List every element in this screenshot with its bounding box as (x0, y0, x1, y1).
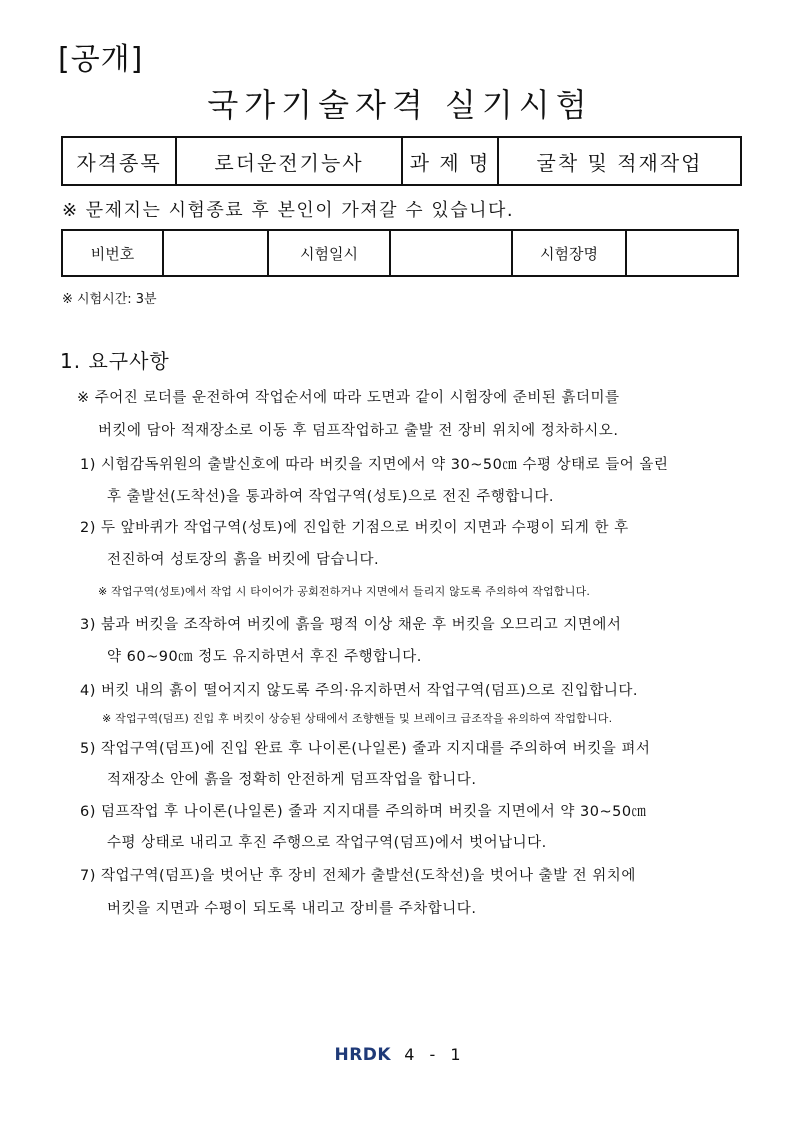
requirement-item: 5) 작업구역(덤프)에 진입 완료 후 나이론(나일론) 줄과 지지대를 주의하여 버킷을 펴서 (80, 741, 651, 757)
page-number: 4 - 1 (404, 1045, 466, 1064)
requirement-intro: 버킷에 담아 적재장소로 이동 후 덤프작업하고 출발 전 장비 위치에 정차하시오. (98, 423, 619, 439)
hrdk-logo: HRDK (334, 1044, 392, 1065)
caution-note: ※ 작업구역(성토)에서 작업 시 타이어가 공회전하거나 지면에서 들리지 않도록 주의하여 작업합니다. (98, 585, 591, 598)
requirement-item: 후 출발선(도착선)을 통과하여 작업구역(성토)으로 전진 주행합니다. (107, 489, 554, 505)
candidate-info-table (61, 229, 739, 277)
exam-date-label: 시험일시 (268, 230, 390, 276)
qualification-label: 자격종목 (62, 137, 176, 185)
requirement-item: 4) 버킷 내의 흙이 떨어지지 않도록 주의·유지하면서 작업구역(덤프)으로 진입합니다. (80, 683, 639, 699)
exam-date-field (390, 230, 512, 276)
task-label: 과 제 명 (402, 137, 498, 185)
public-tag: [공개] (58, 42, 144, 77)
requirement-item: 3) 붐과 버킷을 조작하여 버킷에 흙을 평적 이상 채운 후 버킷을 오므리고 지면에서 (80, 617, 622, 633)
exam-site-label: 시험장명 (512, 230, 626, 276)
requirement-item: 7) 작업구역(덤프)을 벗어난 후 장비 전체가 출발선(도착선)을 벗어나 출발 전 위치에 (80, 868, 636, 884)
requirement-item: 전진하여 성토장의 흙을 버킷에 담습니다. (107, 552, 380, 568)
secret-number-label: 비번호 (62, 230, 163, 276)
page-title: 국가기술자격 실기시험 (207, 86, 593, 124)
qualification-value: 로더운전기능사 (176, 137, 402, 185)
exam-site-field (626, 230, 738, 276)
exam-time-note: ※ 시험시간: 3분 (62, 292, 157, 307)
exam-info-table (61, 136, 742, 186)
requirement-intro: ※ 주어진 로더를 운전하여 작업순서에 따라 도면과 같이 시험장에 준비된 흙더미를 (77, 390, 620, 406)
section-heading: 1. 요구사항 (60, 349, 170, 373)
requirement-item: 수평 상태로 내리고 후진 주행으로 작업구역(덤프)에서 벗어납니다. (107, 835, 547, 851)
page-footer (0, 1044, 800, 1065)
requirement-item: 2) 두 앞바퀴가 작업구역(성토)에 진입한 기점으로 버킷이 지면과 수평이 되게 한 후 (80, 520, 629, 536)
notice-text: ※ 문제지는 시험종료 후 본인이 가져갈 수 있습니다. (62, 200, 515, 221)
requirement-item: 적재장소 안에 흙을 정확히 안전하게 덤프작업을 합니다. (107, 772, 477, 788)
task-value: 굴착 및 적재작업 (498, 137, 741, 185)
requirement-item: 약 60~90㎝ 정도 유지하면서 후진 주행합니다. (107, 649, 422, 665)
caution-note: ※ 작업구역(덤프) 진입 후 버킷이 상승된 상태에서 조향핸들 및 브레이크 급조작을 유의하여 작업합니다. (102, 712, 613, 725)
requirement-item: 1) 시험감독위원의 출발신호에 따라 버킷을 지면에서 약 30~50㎝ 수평 상태로 들어 올린 (80, 457, 669, 473)
requirement-item: 6) 덤프작업 후 나이론(나일론) 줄과 지지대를 주의하며 버킷을 지면에서 약 30~50㎝ (80, 804, 647, 820)
secret-number-field (163, 230, 268, 276)
requirement-item: 버킷을 지면과 수평이 되도록 내리고 장비를 주차합니다. (107, 901, 477, 917)
